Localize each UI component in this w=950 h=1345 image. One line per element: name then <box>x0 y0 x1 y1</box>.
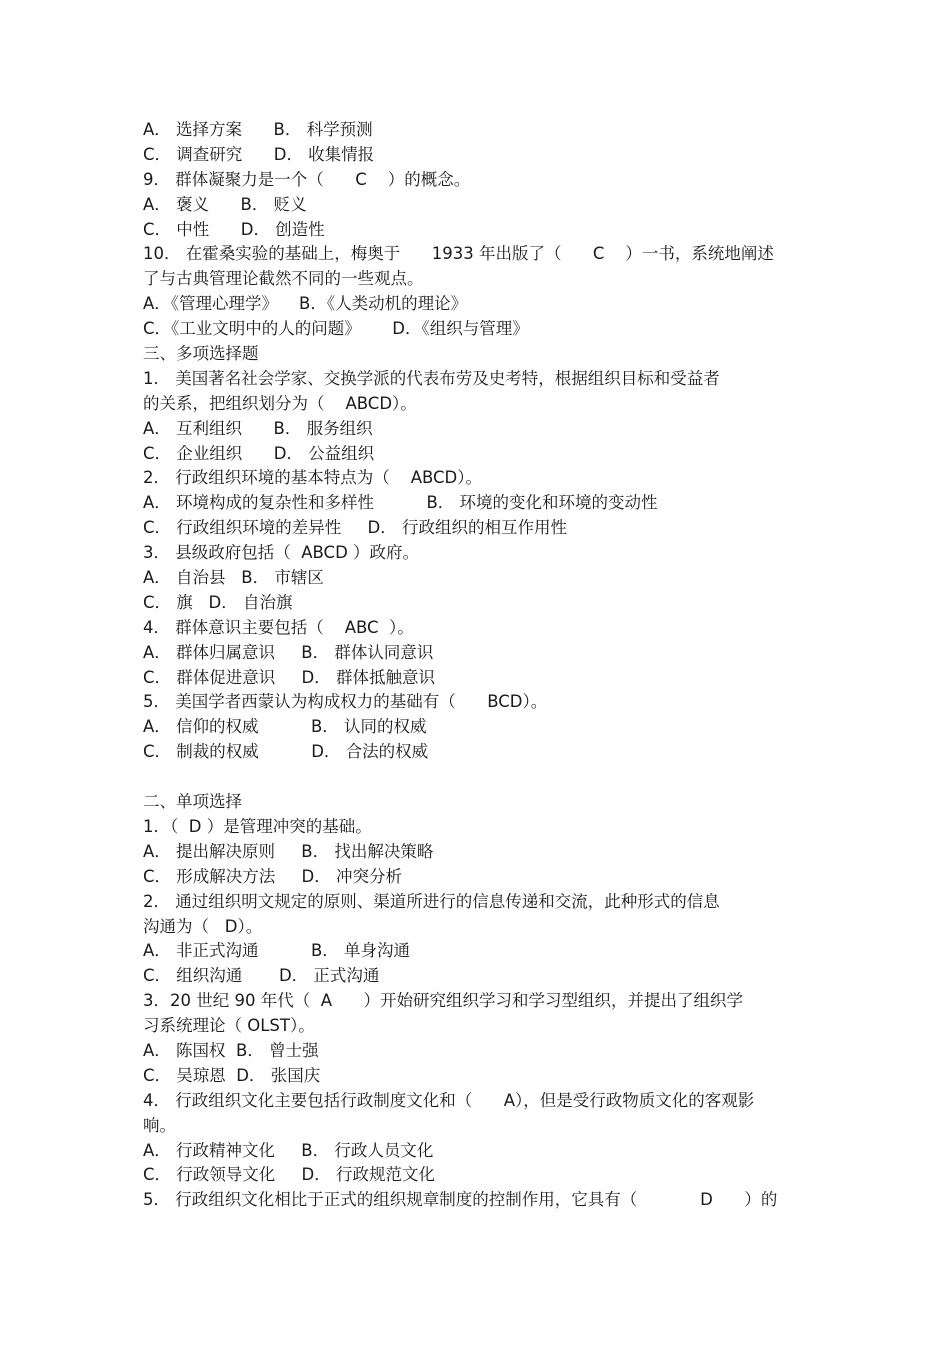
text-line: 5． 行政组织文化相比于正式的组织规章制度的控制作用，它具有（ D ）的 <box>143 1190 778 1210</box>
text-line: C． 中性 D． 创造性 <box>143 219 325 239</box>
document-text <box>143 118 823 1213</box>
text-line: C． 形成解决方法 D． 冲突分析 <box>143 866 402 886</box>
text-line: 习系统理论（ OLST）。 <box>143 1016 315 1036</box>
text-line: 3． 县级政府包括（ ABCD ）政府。 <box>143 543 420 563</box>
text-line: A． 互利组织 B． 服务组织 <box>143 418 373 438</box>
text-line: A． 自治县 B． 市辖区 <box>143 568 324 588</box>
text-line: C．《工业文明中的人的问题》 D．《组织与管理》 <box>143 319 529 339</box>
text-line: 二、单项选择 <box>143 792 242 812</box>
text-line: 1．（ D ）是管理冲突的基础。 <box>143 816 372 836</box>
text-line: 了与古典管理论截然不同的一些观点。 <box>143 269 424 289</box>
text-line: C． 行政组织环境的差异性 D． 行政组织的相互作用性 <box>143 518 567 538</box>
text-line: 10． 在霍桑实验的基础上，梅奥于 1933 年出版了（ C ）一书，系统地阐述 <box>143 244 774 264</box>
text-line: 响。 <box>143 1115 176 1135</box>
text-line: 4． 群体意识主要包括（ ABC ）。 <box>143 617 414 637</box>
text-line: 5． 美国学者西蒙认为构成权力的基础有（ BCD）。 <box>143 692 548 712</box>
text-line: C． 旗 D． 自治旗 <box>143 592 293 612</box>
text-line: 沟通为（ D）。 <box>143 916 263 936</box>
text-line: 2． 行政组织环境的基本特点为（ ABCD）。 <box>143 468 483 488</box>
text-line: 三、多项选择题 <box>143 344 259 364</box>
text-line: A． 提出解决原则 B． 找出解决策略 <box>143 841 434 861</box>
text-line: C． 群体促进意识 D． 群体抵触意识 <box>143 667 435 687</box>
text-line: C． 组织沟通 D． 正式沟通 <box>143 966 380 986</box>
text-line: 3．20 世纪 90 年代（ A ）开始研究组织学习和学习型组织，并提出了组织学 <box>143 991 743 1011</box>
text-line: A． 行政精神文化 B． 行政人员文化 <box>143 1140 434 1160</box>
text-line: A．《管理心理学》 B．《人类动机的理论》 <box>143 294 468 314</box>
text-line: A． 群体归属意识 B． 群体认同意识 <box>143 642 434 662</box>
text-line <box>143 765 823 790</box>
text-line: 2． 通过组织明文规定的原则、渠道所进行的信息传递和交流，此种形式的信息 <box>143 891 720 911</box>
text-line: C． 调查研究 D． 收集情报 <box>143 144 375 164</box>
text-line: 的关系，把组织划分为（ ABCD）。 <box>143 393 417 413</box>
text-line: 9． 群体凝聚力是一个（ C ）的概念。 <box>143 169 471 189</box>
text-line: A． 非正式沟通 B． 单身沟通 <box>143 941 411 961</box>
text-line: A． 陈国权 B． 曾士强 <box>143 1040 319 1060</box>
text-line: C． 企业组织 D． 公益组织 <box>143 443 375 463</box>
text-line: A． 信仰的权威 B． 认同的权威 <box>143 717 427 737</box>
text-line: C． 行政领导文化 D． 行政规范文化 <box>143 1165 435 1185</box>
text-line: A． 褒义 B． 贬义 <box>143 194 307 214</box>
text-line: 1． 美国著名社会学家、交换学派的代表布劳及史考特，根据组织目标和受益者 <box>143 368 720 388</box>
text-line: A． 选择方案 B． 科学预测 <box>143 120 373 139</box>
text-line: C． 制裁的权威 D． 合法的权威 <box>143 742 429 762</box>
text-line: A． 环境构成的复杂性和多样性 B． 环境的变化和环境的变动性 <box>143 493 658 513</box>
text-line: C． 吴琼恩 D． 张国庆 <box>143 1065 321 1085</box>
text-line: 4． 行政组织文化主要包括行政制度文化和（ A），但是受行政物质文化的客观影 <box>143 1090 755 1110</box>
